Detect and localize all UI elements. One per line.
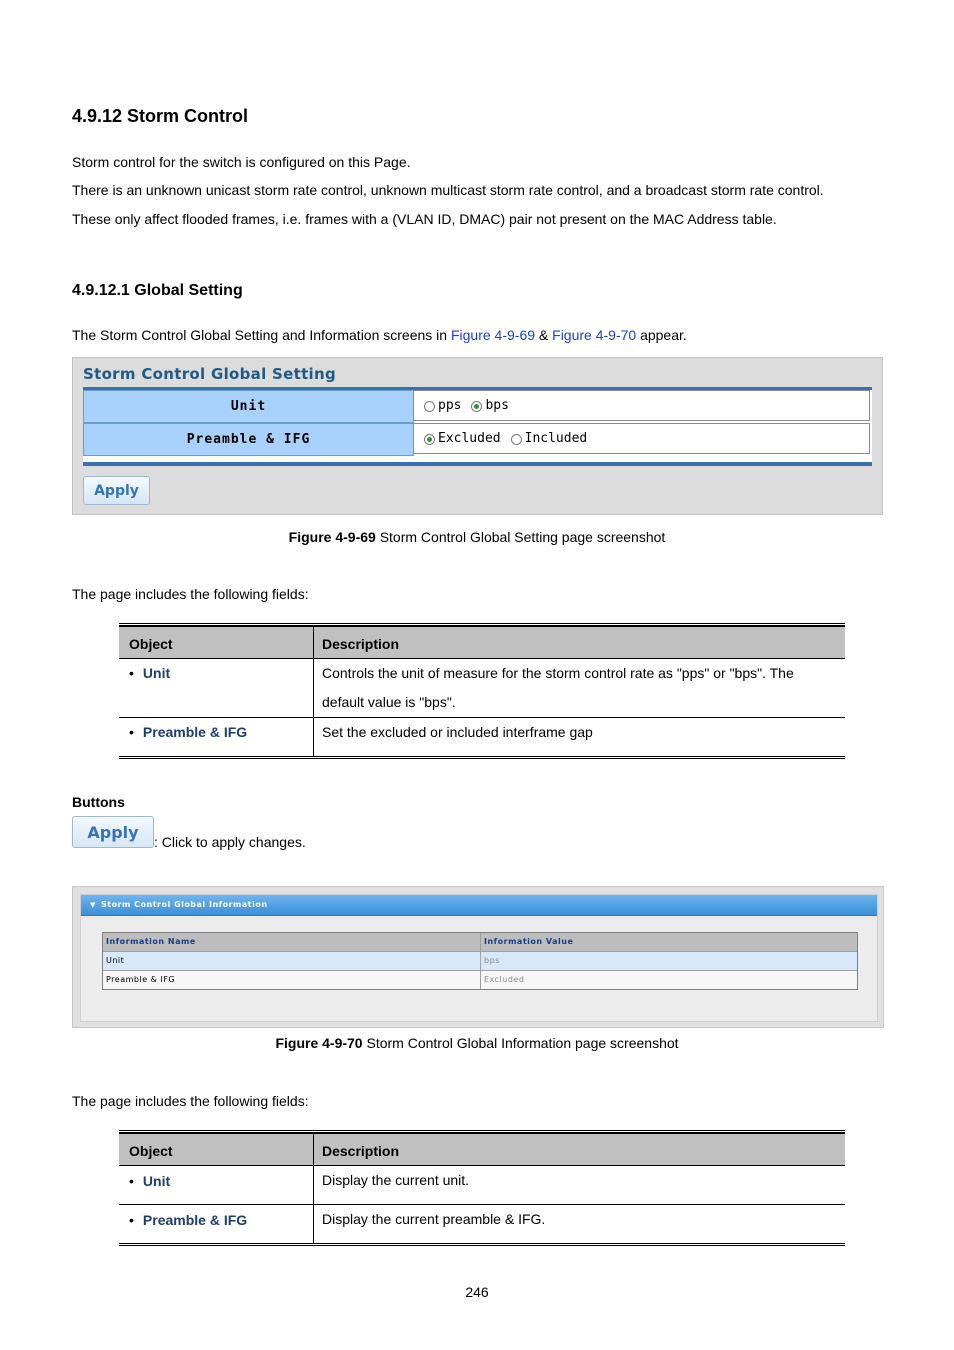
object-preamble-ifg: • Preamble & IFG [129, 1212, 247, 1228]
table-row [119, 717, 845, 756]
storm-control-global-setting-screenshot [72, 357, 883, 515]
table-row [119, 1204, 845, 1243]
fields-table-information [119, 1130, 845, 1246]
caption-number: Figure 4-9-69 [288, 529, 376, 545]
apply-button-sample[interactable]: Apply [72, 816, 154, 848]
information-panel [80, 894, 878, 1022]
apply-button[interactable]: Apply [83, 476, 150, 505]
figure-4-9-69-link[interactable]: Figure 4-9-69 [450, 327, 536, 343]
object-header: Object [129, 636, 173, 652]
intro-paragraph-3: These only affect flooded frames, i.e. frames with a (VLAN ID, DMAC) pair not present on the MAC Address table. [72, 211, 777, 227]
figure-4-9-69-caption [0, 529, 954, 545]
figure-4-9-70-caption [0, 1035, 954, 1051]
section-title: 4.9.12 Storm Control [72, 106, 249, 126]
included-label: Included [524, 431, 588, 446]
description-header: Description [322, 1143, 400, 1159]
panel-title: Storm Control Global Information [101, 900, 268, 909]
radio-off-icon[interactable] [511, 434, 522, 445]
object-unit: • Unit [129, 1173, 170, 1189]
object-preamble-ifg: • Preamble & IFG [129, 724, 247, 740]
fields-intro: The page includes the following fields: [72, 586, 309, 602]
intro-paragraph-2: There is an unknown unicast storm rate control, unknown multicast storm rate control, and a broadcast storm rate control. [72, 182, 824, 198]
unit-row [83, 390, 872, 423]
setting-table [83, 387, 872, 466]
panel-header[interactable] [81, 895, 877, 916]
info-value-header: Information Value [484, 937, 574, 946]
info-name-header: Information Name [106, 937, 196, 946]
table-row [119, 1165, 845, 1204]
info-name: Unit [106, 956, 125, 965]
unit-value [413, 390, 870, 421]
description-preamble-ifg: Display the current preamble & IFG. [322, 1211, 546, 1227]
table-header [103, 933, 857, 951]
table-row [119, 658, 845, 717]
intro-paragraph-1: Storm control for the switch is configured on this Page. [72, 154, 411, 170]
intro-text: The Storm Control Global Setting and Information screens in [72, 327, 451, 343]
description-preamble-ifg: Set the excluded or included interframe gap [322, 724, 593, 740]
unit-option-bps[interactable] [471, 398, 508, 413]
unit-label: Unit [83, 390, 414, 423]
table-header [119, 1133, 845, 1165]
desc-line: Controls the unit of measure for the storm control rate as "pps" or "bps". The [322, 665, 794, 681]
radio-on-icon[interactable] [424, 434, 435, 445]
collapse-triangle-icon[interactable]: ▼ [90, 901, 96, 909]
excluded-label: Excluded [438, 431, 501, 446]
caption-text: Storm Control Global Information page screenshot [362, 1035, 679, 1051]
apply-description: : Click to apply changes. [154, 834, 306, 850]
amp-text: & [535, 327, 553, 343]
page-number: 246 [465, 1284, 489, 1300]
bps-label: bps [485, 398, 509, 413]
buttons-heading: Buttons [72, 794, 125, 810]
info-name: Preamble & IFG [106, 975, 176, 984]
table-row [103, 970, 857, 989]
unit-option-pps[interactable] [424, 398, 461, 413]
intro-end-text: appear. [636, 327, 687, 343]
subsection-title: 4.9.12.1 Global Setting [72, 282, 243, 299]
storm-control-global-information-screenshot [72, 886, 884, 1028]
desc-line: default value is "bps". [322, 694, 456, 710]
info-value: Excluded [484, 975, 525, 984]
ifg-option-excluded[interactable] [424, 431, 501, 446]
fields-table-setting [119, 623, 845, 759]
radio-off-icon[interactable] [424, 401, 435, 412]
object-unit: • Unit [129, 665, 170, 681]
preamble-ifg-row [83, 423, 872, 456]
info-value: bps [484, 956, 500, 965]
preamble-ifg-value [413, 423, 870, 454]
table-row [103, 951, 857, 970]
preamble-ifg-label: Preamble & IFG [83, 423, 414, 456]
panel-title: Storm Control Global Setting [83, 365, 337, 383]
fields-intro-2: The page includes the following fields: [72, 1093, 309, 1109]
radio-on-icon[interactable] [471, 401, 482, 412]
description-header: Description [322, 636, 400, 652]
object-header: Object [129, 1143, 173, 1159]
caption-number: Figure 4-9-70 [275, 1035, 363, 1051]
pps-label: pps [438, 398, 462, 413]
table-header [119, 626, 845, 658]
ifg-option-included[interactable] [511, 431, 588, 446]
subsection-intro [72, 327, 687, 343]
description-unit: Display the current unit. [322, 1172, 470, 1188]
description-unit [322, 659, 794, 717]
information-table [102, 932, 858, 990]
figure-4-9-70-link[interactable]: Figure 4-9-70 [552, 327, 637, 343]
caption-text: Storm Control Global Setting page screenshot [375, 529, 666, 545]
